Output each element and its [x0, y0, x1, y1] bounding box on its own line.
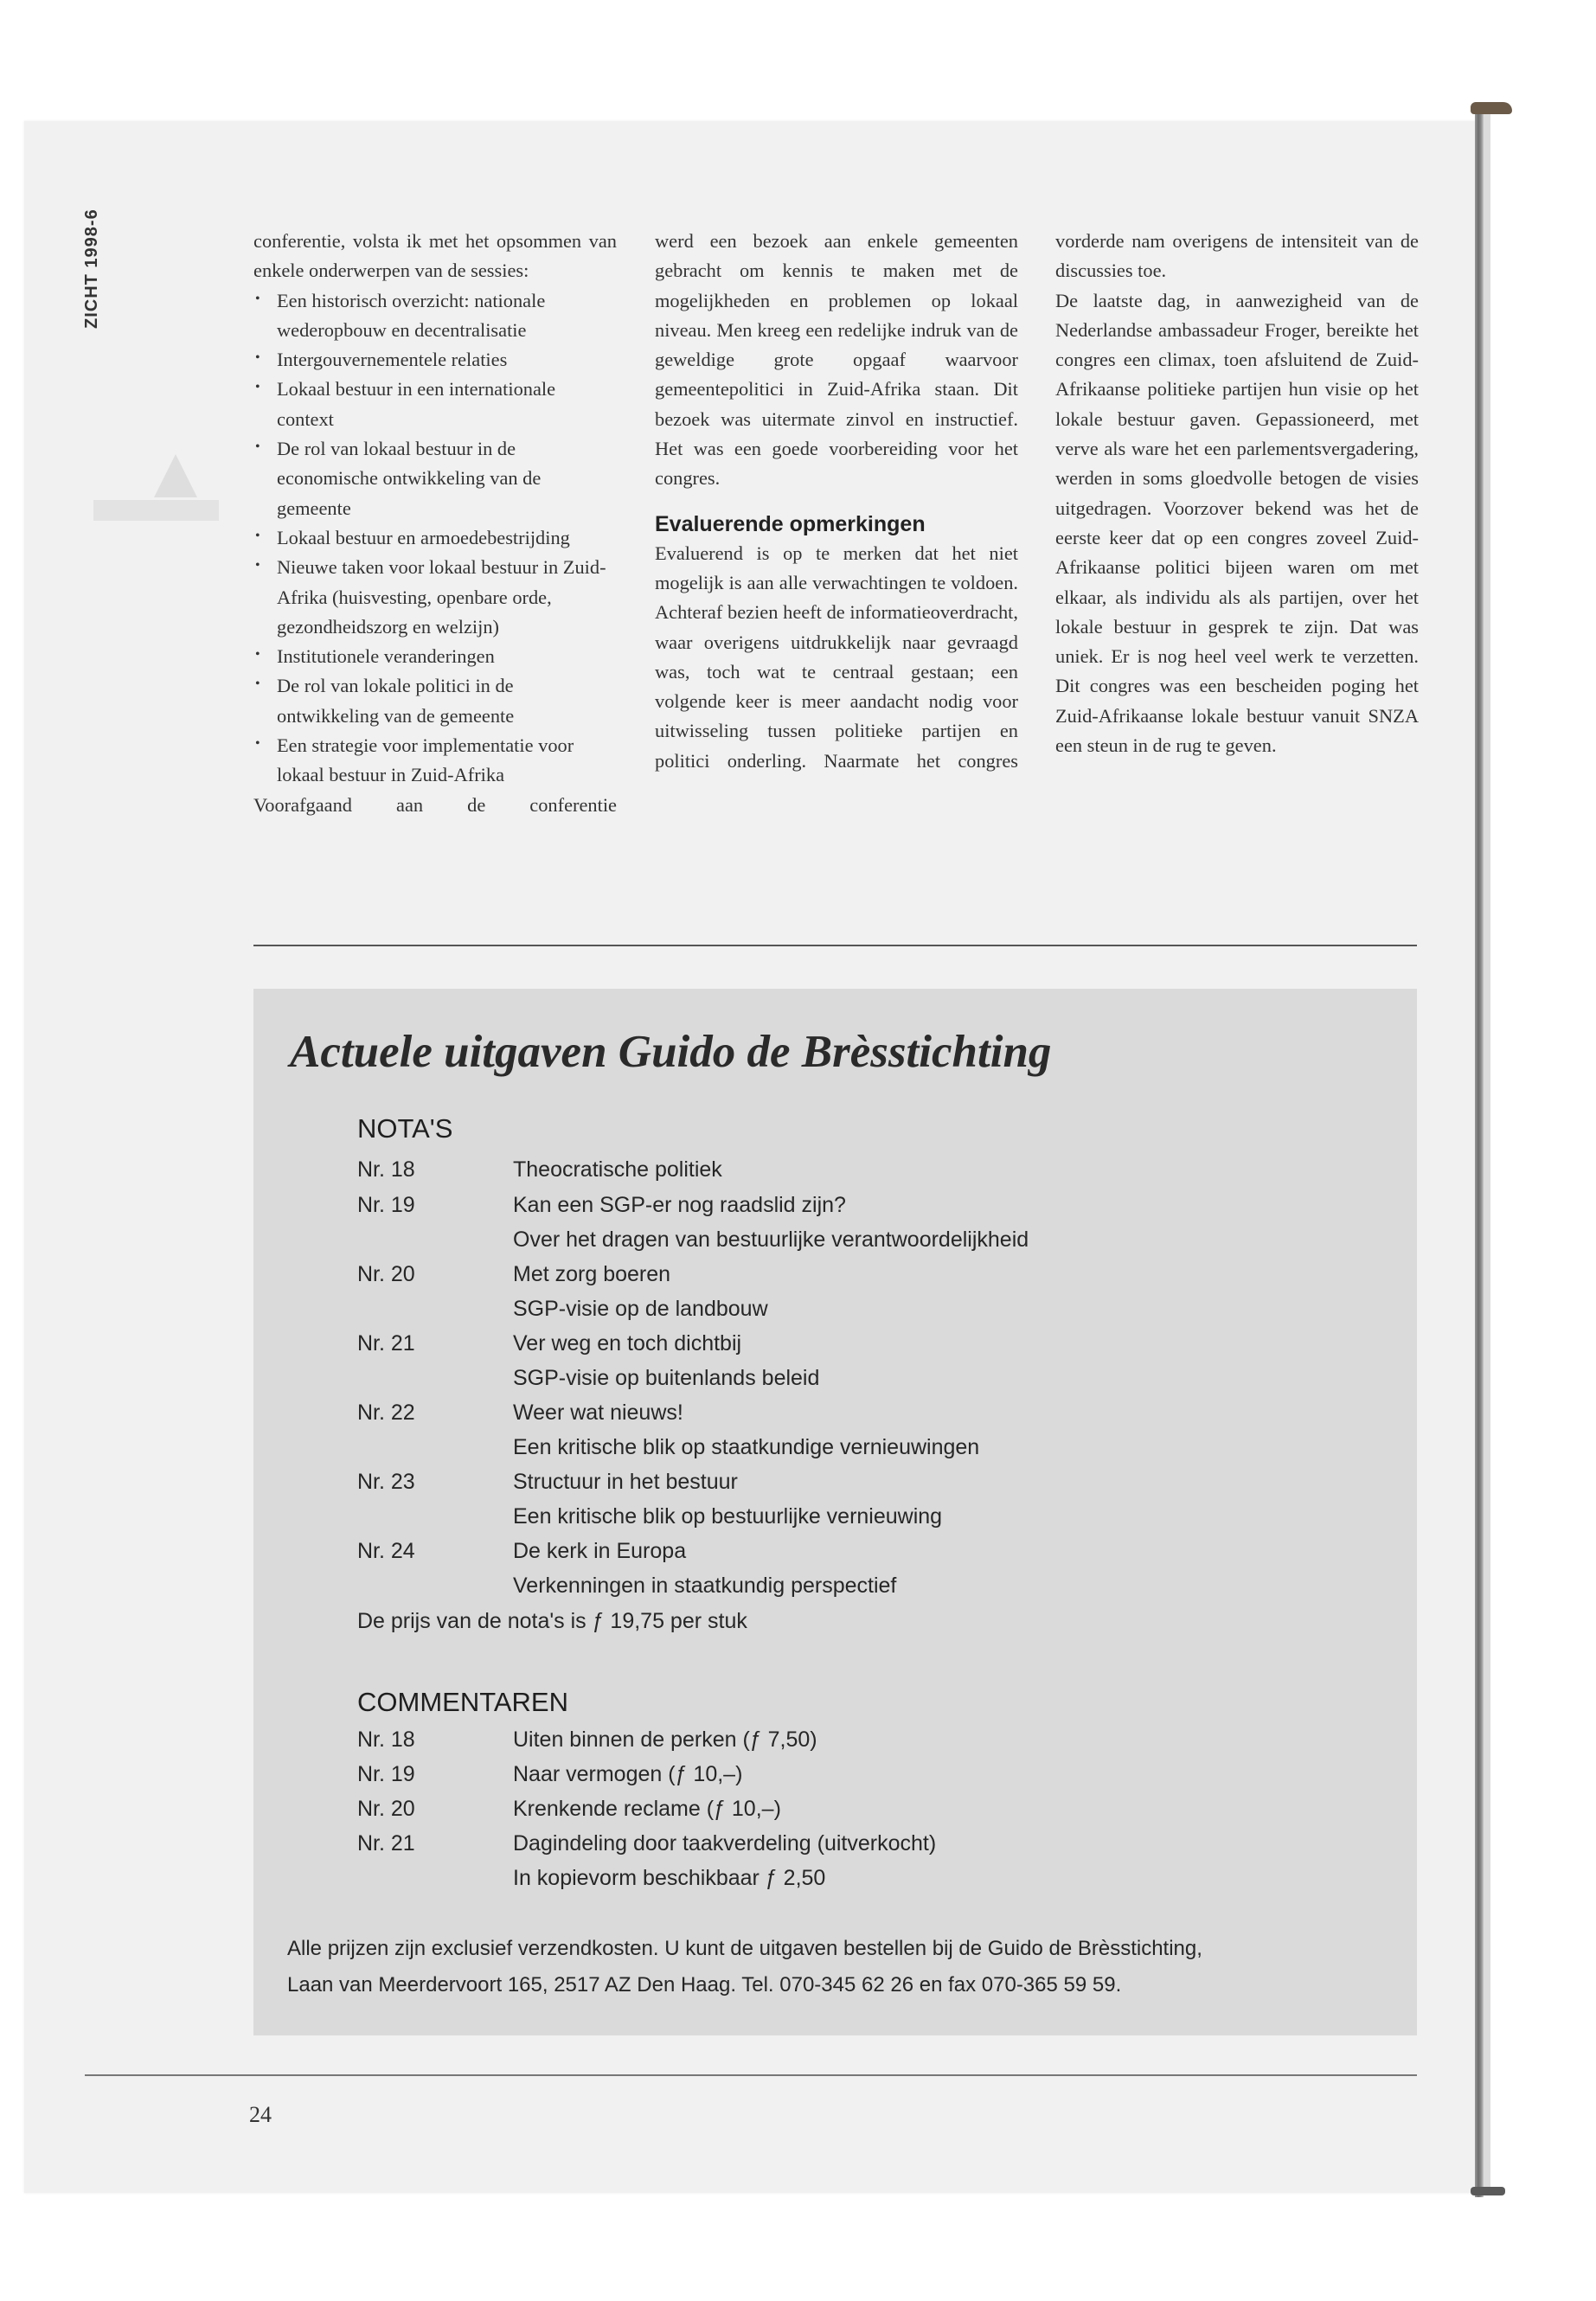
list-item: • Nieuwe taken voor lokaal bestuur in Zuid-Afrika (huisvesting, openbare orde, gezondheidszorg en welzijn): [253, 553, 617, 642]
item-title: Kan een SGP-er nog raadslid zijn?: [513, 1193, 846, 1217]
divider: [253, 945, 1417, 946]
item-number: Nr. 24: [357, 1539, 415, 1563]
item-title: Krenkende reclame (ƒ 10,–): [513, 1797, 781, 1821]
item-subtitle: Over het dragen van bestuurlijke verantwoordelijkheid: [513, 1227, 1029, 1252]
order-note-line-1: Alle prijzen zijn exclusief verzendkosten. U kunt de uitgaven bestellen bij de Guido de Brèsstichting,: [287, 1937, 1202, 1960]
item-title: Structuur in het bestuur: [513, 1470, 738, 1494]
list-item: • Lokaal bestuur in een internationale context: [253, 375, 617, 434]
item-title: Ver weg en toch dichtbij: [513, 1331, 742, 1356]
item-number: Nr. 20: [357, 1262, 415, 1286]
order-note: [287, 1931, 1403, 2003]
column-1-tail: Voorafgaand aan de conferentie: [253, 793, 617, 816]
list-item: • De rol van lokaal bestuur in de economische ontwikkeling van de gemeente: [253, 434, 617, 523]
session-topics-list: [253, 286, 617, 791]
item-title: Dagindeling door taakverdeling (uitverkocht): [513, 1831, 937, 1856]
binder-edge: [1484, 112, 1490, 2189]
column-2-paragraph-2: Evaluerend is op te merken dat het niet mogelijk is aan alle verwachtingen te voldoen. Achteraf bezien heeft de informatieoverdracht, waar overigens uitdrukkelijk naar gevraagd was, toch wat te centraal gestaan; een volgende keer is meer aandacht nodig voor uitwisseling tussen politieke partijen en politici onderling. Naarmate het congres: [655, 542, 1018, 772]
item-subtitle: Een kritische blik op bestuurlijke vernieuwing: [513, 1504, 943, 1529]
footer-divider: [85, 2074, 1417, 2076]
item-title: Uiten binnen de perken (ƒ 7,50): [513, 1727, 817, 1752]
section-heading: Evaluerende opmerkingen: [655, 511, 926, 536]
item-subtitle: In kopievorm beschikbaar ƒ 2,50: [513, 1866, 826, 1890]
item-title: Weer wat nieuws!: [513, 1400, 683, 1425]
item-subtitle: SGP-visie op buitenlands beleid: [513, 1366, 820, 1390]
item-title: Naar vermogen (ƒ 10,–): [513, 1762, 743, 1786]
item-number: Nr. 19: [357, 1762, 415, 1786]
article-column-3: [1055, 227, 1419, 760]
article-column-2: [655, 227, 1018, 776]
item-subtitle: Verkenningen in staatkundig perspectief: [513, 1574, 897, 1598]
item-number: Nr. 22: [357, 1400, 415, 1425]
page-number: 24: [249, 2102, 272, 2127]
item-number: Nr. 21: [357, 1331, 415, 1356]
list-item: • Een strategie voor implementatie voor lokaal bestuur in Zuid-Afrika: [253, 731, 617, 791]
column-3-paragraph-1: vorderde nam overigens de intensiteit van de discussies toe.: [1055, 230, 1419, 282]
item-number: Nr. 20: [357, 1797, 415, 1821]
binder-clip-top: [1471, 102, 1512, 114]
order-note-line-2: Laan van Meerdervoort 165, 2517 AZ Den Haag. Tel. 070-345 62 26 en fax 070-365 59 59.: [287, 1973, 1122, 1997]
running-head: ZICHT 1998-6: [82, 208, 101, 329]
item-number: Nr. 18: [357, 1727, 415, 1752]
list-item: • Intergouvernementele relaties: [253, 345, 617, 375]
item-title: De kerk in Europa: [513, 1539, 687, 1563]
item-number: Nr. 19: [357, 1193, 415, 1217]
notas-heading: NOTA'S: [357, 1113, 453, 1144]
list-item: • Institutionele veranderingen: [253, 642, 617, 671]
column-1-intro: conferentie, volsta ik met het opsommen van enkele onderwerpen van de sessies:: [253, 230, 617, 282]
item-subtitle: SGP-visie op de landbouw: [513, 1297, 768, 1321]
item-title: Met zorg boeren: [513, 1262, 671, 1286]
article-column-1: [253, 227, 617, 820]
column-2-paragraph-1: werd een bezoek aan enkele gemeenten gebracht om kennis te maken met de mogelijkheden en problemen op lokaal niveau. Men kreeg een redelijke indruk van de geweldige grote opgaaf waarvoor gemeentepolitici in Zuid-Afrika staan. Dit bezoek was uitermate zinvol en instructief. Het was een goede voorbereiding voor het congres.: [655, 230, 1018, 490]
box-title: Actuele uitgaven Guido de Brèsstichting: [290, 1027, 1052, 1077]
item-subtitle: Een kritische blik op staatkundige vernieuwingen: [513, 1435, 980, 1459]
item-number: Nr. 18: [357, 1157, 415, 1182]
list-item: • De rol van lokale politici in de ontwikkeling van de gemeente: [253, 671, 617, 731]
list-item: • Een historisch overzicht: nationale wederopbouw en decentralisatie: [253, 286, 617, 346]
column-3-paragraph-2: De laatste dag, in aanwezigheid van de Nederlandse ambassadeur Froger, bereikte het congres een climax, toen afsluitend de Zuid-Afrikaanse politieke partijen hun visie op het lokale bestuur gaven. Gepassioneerd, met verve als ware het een parlementsvergadering, werden in soms gloedvolle betogen de visies uitgedragen. Voorzover bekend was het de eerste keer dat op een congres zoveel Zuid-Afrikaanse politici bijeen waren om met elkaar, als individu als als partijen, over het lokale bestuur in gesprek te zijn. Dat was uniek. Er is nog heel veel werk te verzetten. Dit congres was een bescheiden poging het Zuid-Afrikaanse lokale bestuur vanuit SNZA een steun in de rug te geven.: [1055, 289, 1419, 757]
commentaren-heading: COMMENTAREN: [357, 1687, 568, 1717]
list-item: • Lokaal bestuur en armoedebestrijding: [253, 523, 617, 553]
faded-logo-icon: [93, 450, 219, 523]
item-number: Nr. 23: [357, 1470, 415, 1494]
binder-clip-bottom: [1471, 2187, 1505, 2195]
binder-spine: [1475, 104, 1484, 2197]
item-title: Theocratische politiek: [513, 1157, 722, 1182]
item-number: Nr. 21: [357, 1831, 415, 1856]
notas-price: De prijs van de nota's is ƒ 19,75 per stuk: [357, 1609, 747, 1633]
